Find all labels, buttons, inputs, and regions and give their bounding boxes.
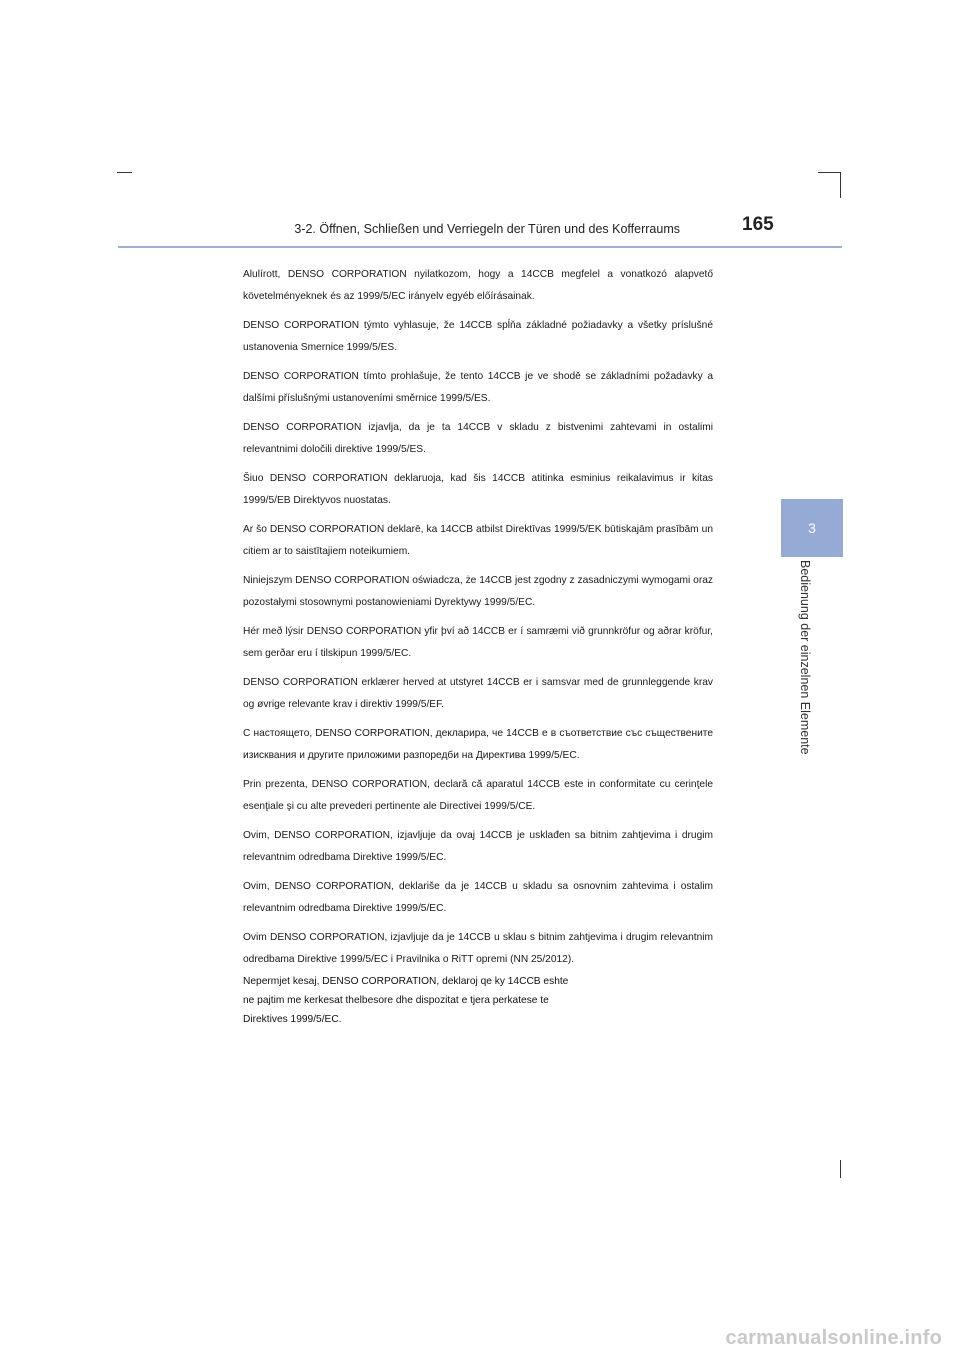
- declaration-albanian-line: Direktives 1999/5/EC.: [243, 1014, 342, 1025]
- running-header-title: 3-2. Öffnen, Schließen und Verriegeln der Türen und des Kofferraums: [294, 222, 680, 236]
- declaration-icelandic: Hér með lýsir DENSO CORPORATION yfir því að 14CCB er í samræmi við grunnkröfur og aðrar kröfur, sem gerðar eru í tilskipun 1999/5/EC.: [243, 626, 713, 659]
- watermark-text: carmanualsonline.info: [725, 1327, 942, 1349]
- declaration-slovenian: DENSO CORPORATION izjavlja, da je ta 14CCB v skladu z bistvenimi zahtevami in ostalimi relevantnimi določili direktive 1999/5/ES.: [243, 422, 713, 455]
- chapter-tab: [781, 499, 843, 557]
- declaration-albanian-line: Nepermjet kesaj, DENSO CORPORATION, deklaroj qe ky 14CCB eshte: [243, 976, 569, 987]
- declarations-body: [243, 264, 713, 978]
- header-rule: [118, 246, 842, 248]
- declaration-albanian: [243, 972, 603, 1029]
- declaration-hungarian: Alulírott, DENSO CORPORATION nyilatkozom, hogy a 14CCB megfelel a vonatkozó alapvető követelményeknek és az 1999/5/EC irányelv egyéb előírásainak.: [243, 269, 713, 302]
- crop-mark-top-right-h: [818, 172, 840, 173]
- declaration-latvian: Ar šo DENSO CORPORATION deklarē, ka 14CCB atbilst Direktīvas 1999/5/EK būtiskajām prasībām un citiem ar to saistītajiem noteikumiem.: [243, 524, 713, 557]
- declaration-norwegian: DENSO CORPORATION erklærer herved at utstyret 14CCB er i samsvar med de grunnleggende krav og øvrige relevante krav i direktiv 1999/5/EF.: [243, 677, 713, 710]
- crop-mark-top-left: [117, 172, 132, 173]
- declaration-czech: DENSO CORPORATION tímto prohlašuje, že tento 14CCB je ve shodě se základními požadavky a dalšími příslušnými ustanoveními směrnice 1999/5/ES.: [243, 371, 713, 404]
- declaration-slovak: DENSO CORPORATION týmto vyhlasuje, že 14CCB spĺňa základné požiadavky a všetky príslušné ustanovenia Smernice 1999/5/ES.: [243, 320, 713, 353]
- declaration-bosnian: Ovim, DENSO CORPORATION, izjavljuje da ovaj 14CCB je usklađen sa bitnim zahtjevima i drugim relevantnim odredbama Direktive 1999/5/EC.: [243, 830, 713, 863]
- declaration-romanian: Prin prezenta, DENSO CORPORATION, declară că aparatul 14CCB este in conformitate cu cerinţele esenţiale şi cu alte prevederi pertinente ale Directivei 1999/5/CE.: [243, 779, 713, 812]
- crop-mark-bottom-right: [840, 1160, 841, 1178]
- declaration-serbian: Ovim, DENSO CORPORATION, deklariše da je 14CCB u skladu sa osnovnim zahtevima i ostalim relevantnim odredbama Direktive 1999/5/EC.: [243, 881, 713, 914]
- declaration-polish: Niniejszym DENSO CORPORATION oświadcza, że 14CCB jest zgodny z zasadniczymi wymogami oraz pozostałymi stosownymi postanowieniami Dyrektywy 1999/5/EC.: [243, 575, 713, 608]
- declaration-bulgarian: С настоящето, DENSO CORPORATION, декларира, че 14CCB е в съответствие със съществените изисквания и другите приложими разпоредби на Директива 1999/5/EC.: [243, 728, 713, 761]
- page-number: 165: [742, 214, 774, 235]
- declaration-lithuanian: Šiuo DENSO CORPORATION deklaruoja, kad šis 14CCB atitinka esminius reikalavimus ir kitas 1999/5/EB Direktyvos nuostatas.: [243, 473, 713, 506]
- crop-mark-top-right-v: [840, 172, 841, 198]
- chapter-side-label: Bedienung der einzelnen Elemente: [798, 560, 812, 755]
- declaration-albanian-line: ne pajtim me kerkesat thelbesore dhe dispozitat e tjera perkatese te: [243, 995, 549, 1006]
- chapter-number: 3: [808, 520, 816, 536]
- declaration-croatian: Ovim DENSO CORPORATION, izjavljuje da je 14CCB u sklau s bitnim zahtjevima i drugim relevantnim odredbama Direktive 1999/5/EC i Pravilnika o RiTT opremi (NN 25/2012).: [243, 932, 713, 965]
